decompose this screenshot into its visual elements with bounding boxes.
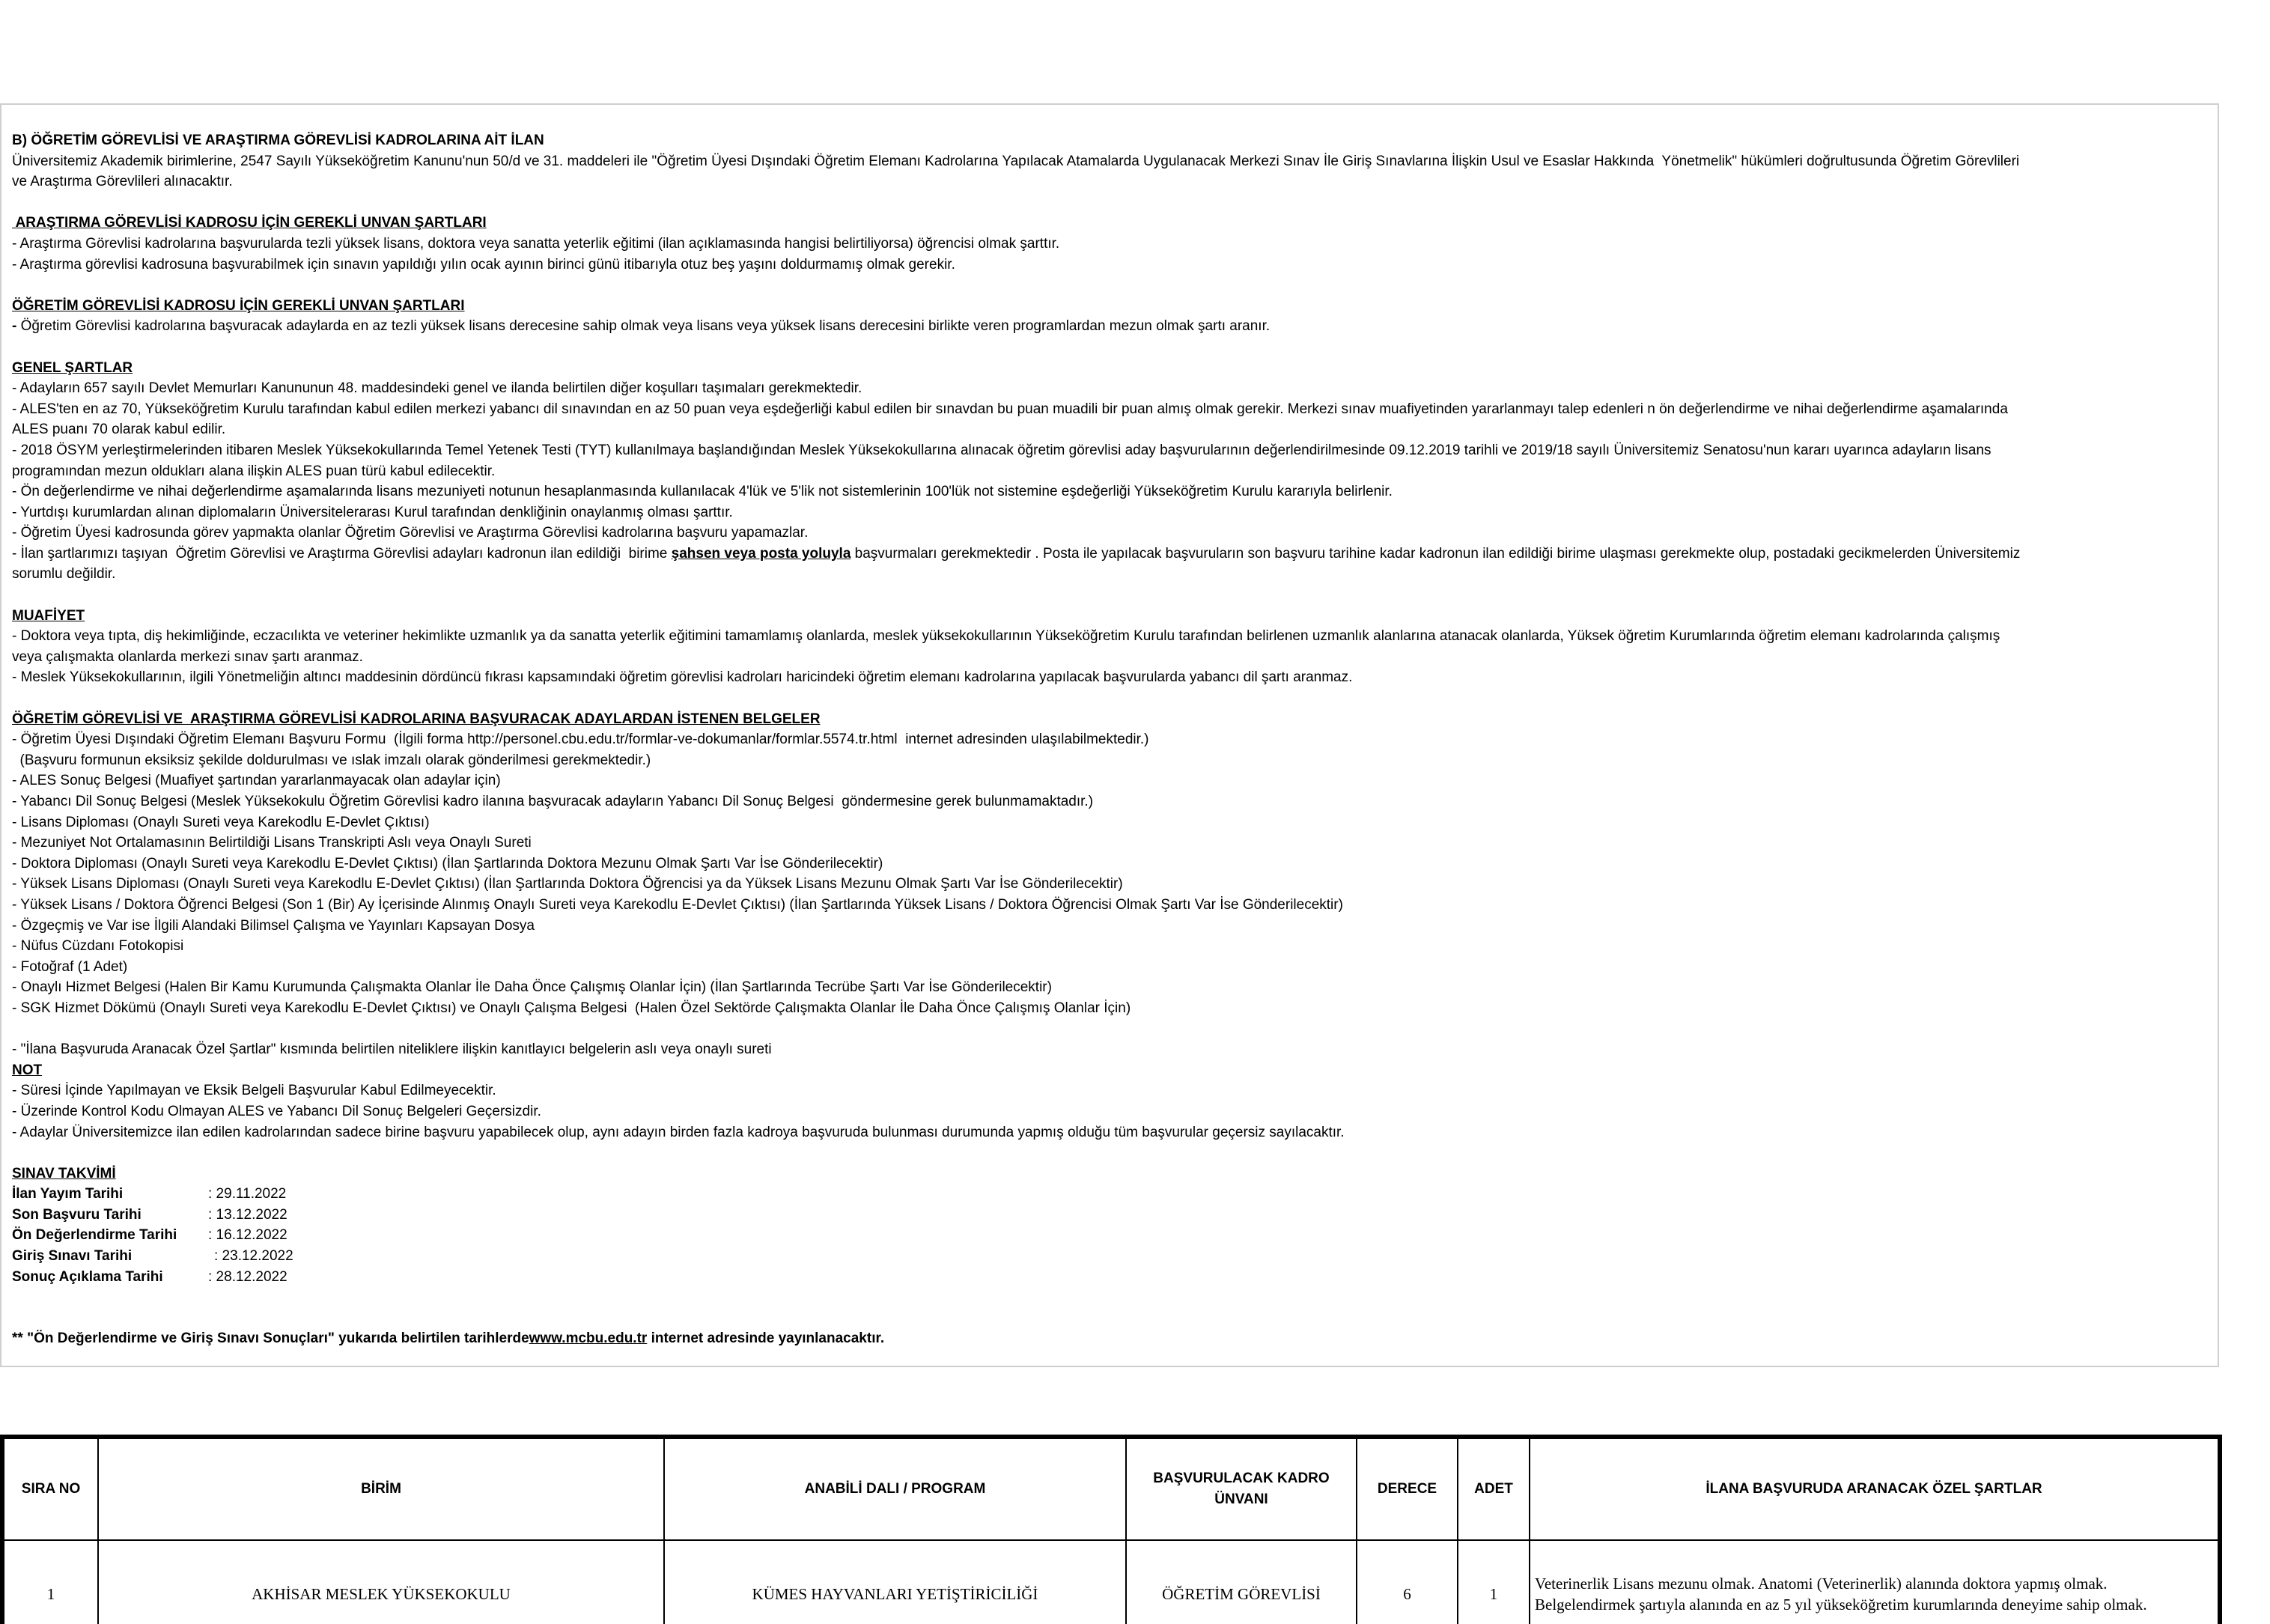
cell-derece: 6 (1357, 1540, 1458, 1624)
document-item: - Fotoğraf (1 Adet) (12, 958, 128, 975)
general-item: - 2018 ÖSYM yerleştirmelerinden itibaren Meslek Yüksekokullarında Temel Yetenek Testi (TYT) kullanılmaya başlandığından Meslek Yüksekokullarına alınacak öğretim görevlisi aday başvurularının değerlendirilmesinde 09.12.2019 tarihli ve 2019/18 sayılı Üniversitemiz Senatosu'nun kararı uyarınca adayların lisans (12, 442, 1991, 458)
table-row (4, 1540, 2218, 1624)
general-item-last (12, 544, 2213, 565)
header-birim: BİRİM (98, 1438, 664, 1540)
header-kadro-unvani (1126, 1438, 1357, 1540)
schedule-value: : 28.12.2022 (208, 1268, 287, 1285)
schedule-value: : 13.12.2022 (208, 1206, 287, 1223)
header-derece: DERECE (1357, 1438, 1458, 1540)
general-last-emphasis: şahsen veya posta yoluyla (671, 545, 851, 562)
cell-program: KÜMES HAYVANLARI YETİŞTİRİCİLİĞİ (664, 1540, 1126, 1624)
results-link[interactable]: www.mcbu.edu.tr (529, 1330, 648, 1347)
schedule-row (12, 1205, 2213, 1226)
note-item: - Adaylar Üniversitemizce ilan edilen kadrolarından sadece birine başvuru yapabilecek olup, aynı adayın birden fazla kadroya başvuruda bulunması durumunda yapmış olduğu tüm başvurular geçersiz sayılacaktır. (12, 1124, 1345, 1140)
intro-line: ve Araştırma Görevlileri alınacaktır. (12, 174, 233, 190)
schedule-row (12, 1184, 2213, 1205)
research-item: - Araştırma Görevlisi kadrolarına başvurularda tezli yüksek lisans, doktora veya sanatta yeterlik eğitimi (ilan açıklamasında hangisi belirtiliyorsa) öğrencisi olmak şarttır. (12, 235, 1060, 252)
schedule-label: Giriş Sınavı Tarihi (12, 1248, 133, 1265)
document-item: - Öğretim Üyesi Dışındaki Öğretim Elemanı Başvuru Formu (İlgili forma http://personel.cbu.edu.tr/formlar-ve-dokumanlar/formlar.5574.tr.html internet adresinden ulaşılabilmektedir.) (12, 732, 1149, 748)
document-item: - Onaylı Hizmet Belgesi (Halen Bir Kamu Kurumunda Çalışmakta Olanlar İle Daha Önce Çalışmış Olanlar İçin) (İlan Şartlarında Tecrübe Şartı Var İse Gönderilecektir) (12, 979, 1052, 996)
schedule-label: Ön Değerlendirme Tarihi (12, 1227, 177, 1244)
general-last-post: başvurmaları gerekmektedir . Posta ile yapılacak başvuruların son başvuru tarihine kadar kadronun ilan edildiği birime ulaşması gerekmekte olup, postadaki gecikmelerden Üniversitemiz (851, 545, 2021, 562)
document-item: - SGK Hizmet Dökümü (Onaylı Sureti veya Karekodlu E-Devlet Çıktısı) ve Onaylı Çalışma Belgesi (Halen Özel Sektörde Çalışmakta Olanlar İle Daha Önce Çalışmış Olanlar İçin) (12, 1000, 1131, 1016)
table-header-row (4, 1438, 2218, 1540)
document-item: - Yüksek Lisans / Doktora Öğrenci Belgesi (Son 1 (Bir) Ay İçerisinde Alınmış Onaylı Sureti veya Karekodlu E-Devlet Çıktısı) (İlan Şartlarında Yüksek Lisans / Doktora Öğrencisi Olmak Şartı Var İse Gönderilecektir) (12, 896, 1343, 913)
document-item: - ALES Sonuç Belgesi (Muafiyet şartından yararlanmayacak olan adaylar için) (12, 773, 501, 789)
documents-title: ÖĞRETİM GÖREVLİSİ VE ARAŞTIRMA GÖREVLİSİ KADROLARINA BAŞVURACAK ADAYLARDAN İSTENEN BELGELER (12, 711, 821, 727)
schedule-row (12, 1267, 2213, 1288)
general-item: - Yurtdışı kurumlardan alınan diplomaların Üniversitelerarası Kurul tarafından denkliğinin onaylanmış olması şarttır. (12, 504, 733, 520)
schedule-row (12, 1225, 2213, 1246)
cell-adet: 1 (1458, 1540, 1530, 1624)
special-line: Veterinerlik Lisans mezunu olmak. Anatomi (Veterinerlik) alanında doktora yapmış olmak. (1535, 1575, 2108, 1593)
header-kadro-line1: BAŞVURULACAK KADRO (1153, 1471, 1330, 1486)
lecturer-item-text: Öğretim Görevlisi kadrolarına başvuracak adaylarda en az tezli yüksek lisans derecesine sahip olmak veya lisans veya yüksek lisans derecesini birlikte veren programlardan mezun olmak şartı aranır. (16, 318, 1271, 335)
document-item: - Mezuniyet Not Ortalamasının Belirtildiği Lisans Transkripti Aslı veya Onaylı Sureti (12, 835, 532, 851)
announcement-text (12, 130, 2213, 1349)
note-title: NOT (12, 1062, 43, 1078)
document-item: - Doktora Diploması (Onaylı Sureti veya Karekodlu E-Devlet Çıktısı) (İlan Şartlarında Doktora Mezunu Olmak Şartı Var İse Gönderilecektir) (12, 855, 883, 872)
schedule-label: Son Başvuru Tarihi (12, 1206, 142, 1223)
general-item: - ALES'ten en az 70, Yükseköğretim Kurulu tarafından kabul edilen merkezi yabancı dil sınavından en az 50 puan veya eşdeğerliği kabul edilen bir sınavdan bu puan muadili bir puan almış olmak gerekir. Merkezi sınav muafiyetinden yararlanmayı talep edenleri n ön değerlendirme ve nihai değerlendirme aşamalarında (12, 401, 2008, 417)
general-last-pre: - İlan şartlarımızı taşıyan Öğretim Görevlisi ve Araştırma Görevlisi adayları kadronun ilan edildiği birime (12, 545, 672, 562)
results-post: internet adresinde yayınlanacaktır. (647, 1330, 885, 1347)
document-item: - Lisans Diploması (Onaylı Sureti veya Karekodlu E-Devlet Çıktısı) (12, 814, 430, 830)
general-item: programından mezun oldukları alana ilişkin ALES puan türü kabul edilecektir. (12, 463, 496, 479)
announcement-heading: B) ÖĞRETİM GÖREVLİSİ VE ARAŞTIRMA GÖREVLİSİ KADROLARINA AİT İLAN (12, 133, 544, 148)
document-item: (Başvuru formunun eksiksiz şekilde doldurulması ve ıslak imzalı olarak gönderilmesi gerekmektedir.) (12, 752, 651, 768)
cell-kadro-unvani: ÖĞRETİM GÖREVLİSİ (1126, 1540, 1357, 1624)
special-line: Belgelendirmek şartıyla alanında en az 5 yıl yükseköğretim kurumlarında deneyime sahip olmak. (1535, 1596, 2147, 1614)
intro-line: Üniversitemiz Akademik birimlerine, 2547 Sayılı Yükseköğretim Kanunu'nun 50/d ve 31. maddeleri ile "Öğretim Üyesi Dışındaki Öğretim Elemanı Kadrolarına Yapılacak Atamalarda Uygulanacak Merkezi Sınav İle Giriş Sınavlarına İlişkin Usul ve Esaslar Hakkında Yönetmelik" hükümleri doğrultusunda Öğretim Görevlileri (12, 153, 2020, 169)
note-item: - Üzerinde Kontrol Kodu Olmayan ALES ve Yabancı Dil Sonuç Belgeleri Geçersizdir. (12, 1103, 541, 1119)
header-program: ANABİLİ DALI / PROGRAM (664, 1438, 1126, 1540)
positions-table (3, 1438, 2219, 1624)
schedule-value: : 23.12.2022 (214, 1248, 293, 1265)
general-item: - Adayların 657 sayılı Devlet Memurları Kanununun 48. maddesindeki genel ve ilanda belirtilen diğer koşulları taşımaları gerekmektedir. (12, 380, 862, 397)
lecturer-title: ÖĞRETİM GÖREVLİSİ KADROSU İÇİN GEREKLİ UNVAN ŞARTLARI (12, 297, 465, 314)
document-item: - Yüksek Lisans Diploması (Onaylı Sureti veya Karekodlu E-Devlet Çıktısı) (İlan Şartlarında Doktora Öğrencisi ya da Yüksek Lisans Mezunu Olmak Şartı Var İse Gönderilecektir) (12, 876, 1123, 892)
note-item: - Süresi İçinde Yapılmayan ve Eksik Belgeli Başvurular Kabul Edilmeyecektir. (12, 1083, 496, 1099)
cell-sira-no: 1 (4, 1540, 98, 1624)
general-item: ALES puanı 70 olarak kabul edilir. (12, 422, 226, 438)
schedule-label: İlan Yayım Tarihi (12, 1186, 124, 1202)
header-sira-no: SIRA NO (4, 1438, 98, 1540)
research-title: ARAŞTIRMA GÖREVLİSİ KADROSU İÇİN GEREKLİ UNVAN ŞARTLARI (12, 215, 487, 231)
cell-ozel-sartlar (1530, 1540, 2218, 1624)
header-kadro-line2: ÜNVANI (1214, 1491, 1268, 1507)
header-adet: ADET (1458, 1438, 1530, 1540)
general-title: GENEL ŞARTLAR (12, 359, 133, 376)
general-item: sorumlu değildir. (12, 566, 116, 583)
schedule-label: Sonuç Açıklama Tarihi (12, 1268, 163, 1285)
document-item: - Özgeçmiş ve Var ise İlgili Alandaki Bilimsel Çalışma ve Yayınları Kapsayan Dosya (12, 917, 535, 934)
exemption-item: veya çalışmakta olanlarda merkezi sınav şartı aranmaz. (12, 648, 363, 665)
header-ozel-sartlar: İLANA BAŞVURUDA ARANACAK ÖZEL ŞARTLAR (1530, 1438, 2218, 1540)
document-item: - Nüfus Cüzdanı Fotokopisi (12, 938, 184, 955)
cell-birim: AKHİSAR MESLEK YÜKSEKOKULU (98, 1540, 664, 1624)
schedule-row (12, 1246, 2213, 1267)
general-item: - Ön değerlendirme ve nihai değerlendirme aşamalarında lisans mezuniyeti notunun hesaplanmasında kullanılacak 4'lük ve 5'lik not sistemlerinin 100'lük not sistemine eşdeğerliği Yükseköğretim Kurulu kararıyla belirlenir. (12, 484, 1393, 500)
exemption-item: - Doktora veya tıpta, diş hekimliğinde, eczacılıkta ve veteriner hekimlikte uzmanlık ya da sanatta yeterlik eğitimini tamamlamış olanlarda, meslek yüksekokullarının Yükseköğretim Kurulu tarafından belirlenen uzmanlık alanlarına atanacak olanlarda, Yüksek öğretim Kurumlarında öğretim elemanı kadrolarında çalışmış (12, 628, 2000, 645)
lecturer-dash: - (12, 318, 17, 335)
lecturer-item (12, 316, 2213, 337)
research-item: - Araştırma görevlisi kadrosuna başvurabilmek için sınavın yapıldığı yılın ocak ayının birinci günü itibarıyla otuz beş yaşını doldurmamış olmak gerekir. (12, 256, 955, 273)
document-item: - Yabancı Dil Sonuç Belgesi (Meslek Yüksekokulu Öğretim Görevlisi kadro ilanına başvuracak adayların Yabancı Dil Sonuç Belgesi göndermesine gerek bulunmamaktadır.) (12, 794, 1094, 809)
schedule-value: : 29.11.2022 (208, 1186, 287, 1202)
results-pre: ** "Ön Değerlendirme ve Giriş Sınavı Sonuçları" yukarıda belirtilen tarihlerde (12, 1330, 529, 1347)
general-item: - Öğretim Üyesi kadrosunda görev yapmakta olanlar Öğretim Görevlisi ve Araştırma Görevlisi kadrolarına başvuru yapamazlar. (12, 525, 809, 541)
exemption-item: - Meslek Yüksekokullarının, ilgili Yönetmeliğin altıncı maddesinin dördüncü fıkrası kapsamındaki öğretim görevlisi kadroları haricindeki öğretim elemanı kadrolarına yapılacak başvurularda yabancı dil şartı aranmaz. (12, 669, 1353, 686)
positions-table-wrap (0, 1435, 2222, 1624)
special-documents: - "İlana Başvuruda Aranacak Özel Şartlar" kısmında belirtilen niteliklere ilişkin kanıtlayıcı belgelerin aslı veya onaylı sureti (12, 1041, 772, 1058)
schedule-value: : 16.12.2022 (208, 1227, 287, 1244)
announcement-box (0, 103, 2219, 1367)
exemption-title: MUAFİYET (12, 607, 85, 624)
results-notice (12, 1328, 2213, 1349)
schedule-title: SINAV TAKVİMİ (12, 1165, 116, 1181)
